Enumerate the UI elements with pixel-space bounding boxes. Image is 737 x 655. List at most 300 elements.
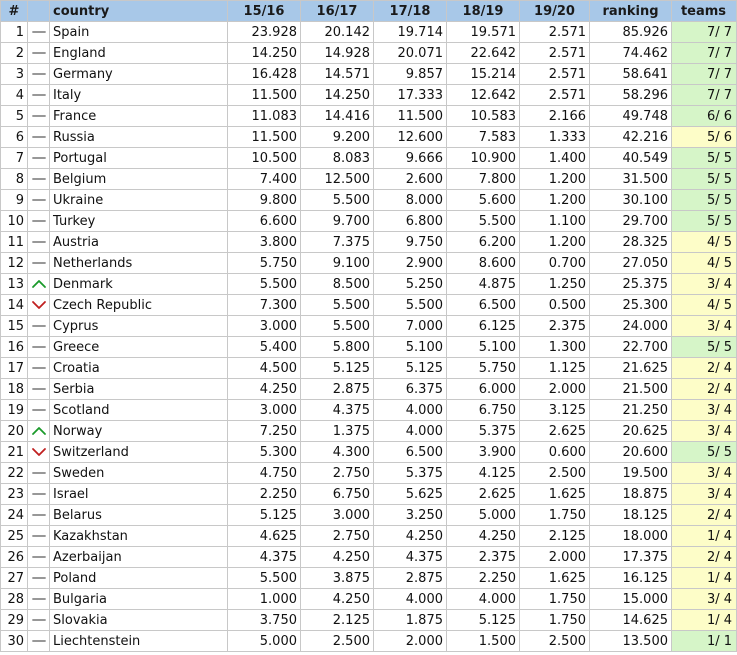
season-17-18-value: 8.000: [374, 190, 447, 211]
season-17-18-value: 19.714: [374, 22, 447, 43]
season-17-18-value: 12.600: [374, 127, 447, 148]
season-15-16-value: 3.000: [228, 316, 301, 337]
teams-value: 5/ 5: [672, 148, 737, 169]
table-row[interactable]: [1, 22, 737, 43]
season-17-18-value: 5.250: [374, 274, 447, 295]
season-18-19-value: 2.375: [447, 547, 520, 568]
season-19-20-value: 0.600: [520, 442, 590, 463]
trend-up-icon: [31, 278, 47, 290]
season-15-16-value: 3.750: [228, 610, 301, 631]
row-rank-number: 22: [1, 463, 28, 484]
season-19-20-value: 1.750: [520, 610, 590, 631]
row-rank-number: 26: [1, 547, 28, 568]
season-17-18-value: 9.750: [374, 232, 447, 253]
season-18-19-value: 10.583: [447, 106, 520, 127]
trend-cell: [28, 547, 50, 568]
country-name[interactable]: Italy: [50, 85, 228, 106]
season-15-16-value: 1.000: [228, 589, 301, 610]
table-row[interactable]: [1, 43, 737, 64]
country-name[interactable]: Norway: [50, 421, 228, 442]
teams-value: 6/ 6: [672, 106, 737, 127]
season-15-16-value: 14.250: [228, 43, 301, 64]
ranking-value: 14.625: [590, 610, 672, 631]
country-name[interactable]: Netherlands: [50, 253, 228, 274]
season-16-17-value: 5.500: [301, 190, 374, 211]
table-row[interactable]: [1, 85, 737, 106]
table-row[interactable]: [1, 232, 737, 253]
season-18-19-value: 5.750: [447, 358, 520, 379]
table-row[interactable]: [1, 568, 737, 589]
season-16-17-value: 2.875: [301, 379, 374, 400]
table-row[interactable]: [1, 526, 737, 547]
trend-same-icon: [31, 47, 47, 59]
table-row[interactable]: [1, 379, 737, 400]
season-18-19-value: 2.625: [447, 484, 520, 505]
country-name[interactable]: Belgium: [50, 169, 228, 190]
season-16-17-value: 9.700: [301, 211, 374, 232]
season-19-20-value: 2.166: [520, 106, 590, 127]
ranking-value: 58.641: [590, 64, 672, 85]
ranking-value: 21.500: [590, 379, 672, 400]
season-19-20-value: 1.625: [520, 568, 590, 589]
teams-value: 3/ 4: [672, 589, 737, 610]
trend-same-icon: [31, 236, 47, 248]
season-17-18-value: 3.250: [374, 505, 447, 526]
season-19-20-value: 0.500: [520, 295, 590, 316]
trend-same-icon: [31, 257, 47, 269]
season-17-18-value: 11.500: [374, 106, 447, 127]
season-19-20-value: 2.125: [520, 526, 590, 547]
row-rank-number: 10: [1, 211, 28, 232]
trend-up-icon: [31, 425, 47, 437]
country-name[interactable]: Scotland: [50, 400, 228, 421]
country-name[interactable]: Israel: [50, 484, 228, 505]
season-15-16-value: 4.250: [228, 379, 301, 400]
header-ranking[interactable]: ranking: [590, 1, 672, 22]
season-15-16-value: 7.300: [228, 295, 301, 316]
season-16-17-value: 14.250: [301, 85, 374, 106]
table-row[interactable]: [1, 274, 737, 295]
teams-value: 1/ 4: [672, 526, 737, 547]
table-row[interactable]: [1, 337, 737, 358]
season-18-19-value: 15.214: [447, 64, 520, 85]
teams-value: 3/ 4: [672, 400, 737, 421]
season-16-17-value: 9.200: [301, 127, 374, 148]
season-15-16-value: 4.625: [228, 526, 301, 547]
season-16-17-value: 2.750: [301, 463, 374, 484]
header-country[interactable]: country: [50, 1, 228, 22]
season-19-20-value: 1.300: [520, 337, 590, 358]
trend-same-icon: [31, 551, 47, 563]
season-17-18-value: 9.666: [374, 148, 447, 169]
season-16-17-value: 5.500: [301, 295, 374, 316]
season-19-20-value: 2.500: [520, 463, 590, 484]
season-18-19-value: 6.000: [447, 379, 520, 400]
season-18-19-value: 6.200: [447, 232, 520, 253]
table-row[interactable]: [1, 148, 737, 169]
season-15-16-value: 9.800: [228, 190, 301, 211]
trend-same-icon: [31, 320, 47, 332]
season-16-17-value: 5.125: [301, 358, 374, 379]
season-16-17-value: 8.500: [301, 274, 374, 295]
trend-cell: [28, 211, 50, 232]
header-season-18-19[interactable]: 18/19: [447, 1, 520, 22]
country-name[interactable]: Belarus: [50, 505, 228, 526]
header-season-19-20[interactable]: 19/20: [520, 1, 590, 22]
trend-cell: [28, 337, 50, 358]
season-15-16-value: 5.400: [228, 337, 301, 358]
table-row[interactable]: [1, 631, 737, 652]
season-17-18-value: 2.600: [374, 169, 447, 190]
trend-cell: [28, 610, 50, 631]
trend-cell: [28, 568, 50, 589]
season-19-20-value: 1.200: [520, 232, 590, 253]
season-18-19-value: 7.583: [447, 127, 520, 148]
trend-cell: [28, 589, 50, 610]
season-18-19-value: 4.000: [447, 589, 520, 610]
table-row[interactable]: [1, 211, 737, 232]
trend-same-icon: [31, 173, 47, 185]
row-rank-number: 29: [1, 610, 28, 631]
trend-cell: [28, 169, 50, 190]
trend-cell: [28, 295, 50, 316]
season-17-18-value: 7.000: [374, 316, 447, 337]
table-row[interactable]: [1, 358, 737, 379]
ranking-value: 21.625: [590, 358, 672, 379]
row-rank-number: 4: [1, 85, 28, 106]
trend-cell: [28, 442, 50, 463]
teams-value: 3/ 4: [672, 484, 737, 505]
season-15-16-value: 3.000: [228, 400, 301, 421]
ranking-value: 18.125: [590, 505, 672, 526]
ranking-value: 28.325: [590, 232, 672, 253]
table-row[interactable]: [1, 64, 737, 85]
header-rank-number[interactable]: #: [1, 1, 28, 22]
season-17-18-value: 6.375: [374, 379, 447, 400]
ranking-value: 24.000: [590, 316, 672, 337]
season-16-17-value: 14.416: [301, 106, 374, 127]
season-17-18-value: 9.857: [374, 64, 447, 85]
season-15-16-value: 6.600: [228, 211, 301, 232]
season-16-17-value: 5.800: [301, 337, 374, 358]
table-row[interactable]: [1, 610, 737, 631]
table-row[interactable]: [1, 421, 737, 442]
teams-value: 2/ 4: [672, 505, 737, 526]
trend-cell: [28, 631, 50, 652]
season-19-20-value: 2.500: [520, 631, 590, 652]
country-name[interactable]: Bulgaria: [50, 589, 228, 610]
season-16-17-value: 6.750: [301, 484, 374, 505]
season-18-19-value: 1.500: [447, 631, 520, 652]
ranking-value: 13.500: [590, 631, 672, 652]
teams-value: 4/ 5: [672, 253, 737, 274]
season-15-16-value: 4.750: [228, 463, 301, 484]
season-16-17-value: 7.375: [301, 232, 374, 253]
season-19-20-value: 3.125: [520, 400, 590, 421]
row-rank-number: 11: [1, 232, 28, 253]
table-header-row: [1, 1, 737, 22]
teams-value: 7/ 7: [672, 22, 737, 43]
season-18-19-value: 5.100: [447, 337, 520, 358]
teams-value: 3/ 4: [672, 316, 737, 337]
table-row[interactable]: [1, 484, 737, 505]
teams-value: 3/ 4: [672, 274, 737, 295]
season-16-17-value: 12.500: [301, 169, 374, 190]
table-row[interactable]: [1, 169, 737, 190]
row-rank-number: 19: [1, 400, 28, 421]
season-17-18-value: 2.000: [374, 631, 447, 652]
season-18-19-value: 12.642: [447, 85, 520, 106]
season-19-20-value: 1.750: [520, 505, 590, 526]
season-18-19-value: 5.600: [447, 190, 520, 211]
ranking-value: 20.625: [590, 421, 672, 442]
trend-same-icon: [31, 404, 47, 416]
table-row[interactable]: [1, 400, 737, 421]
season-19-20-value: 1.625: [520, 484, 590, 505]
trend-cell: [28, 274, 50, 295]
season-19-20-value: 2.625: [520, 421, 590, 442]
country-name[interactable]: Kazakhstan: [50, 526, 228, 547]
season-18-19-value: 5.000: [447, 505, 520, 526]
ranking-value: 20.600: [590, 442, 672, 463]
teams-value: 5/ 5: [672, 211, 737, 232]
season-17-18-value: 4.250: [374, 526, 447, 547]
season-18-19-value: 4.125: [447, 463, 520, 484]
teams-value: 5/ 5: [672, 169, 737, 190]
country-name[interactable]: Sweden: [50, 463, 228, 484]
row-rank-number: 16: [1, 337, 28, 358]
row-rank-number: 27: [1, 568, 28, 589]
country-name[interactable]: Croatia: [50, 358, 228, 379]
country-name[interactable]: Liechtenstein: [50, 631, 228, 652]
trend-cell: [28, 64, 50, 85]
season-18-19-value: 6.125: [447, 316, 520, 337]
trend-same-icon: [31, 509, 47, 521]
season-16-17-value: 2.750: [301, 526, 374, 547]
ranking-value: 18.000: [590, 526, 672, 547]
trend-same-icon: [31, 341, 47, 353]
header-trend: [28, 1, 50, 22]
trend-cell: [28, 505, 50, 526]
ranking-value: 85.926: [590, 22, 672, 43]
ranking-value: 58.296: [590, 85, 672, 106]
teams-value: 1/ 4: [672, 568, 737, 589]
trend-down-icon: [31, 299, 47, 311]
ranking-value: 22.700: [590, 337, 672, 358]
table-row[interactable]: [1, 295, 737, 316]
ranking-value: 49.748: [590, 106, 672, 127]
country-name[interactable]: France: [50, 106, 228, 127]
country-name[interactable]: Portugal: [50, 148, 228, 169]
season-19-20-value: 2.000: [520, 547, 590, 568]
country-name[interactable]: Ukraine: [50, 190, 228, 211]
season-19-20-value: 1.125: [520, 358, 590, 379]
table-row[interactable]: [1, 547, 737, 568]
season-19-20-value: 1.250: [520, 274, 590, 295]
season-19-20-value: 1.333: [520, 127, 590, 148]
table-row[interactable]: [1, 316, 737, 337]
country-name[interactable]: Denmark: [50, 274, 228, 295]
row-rank-number: 8: [1, 169, 28, 190]
country-name[interactable]: Slovakia: [50, 610, 228, 631]
row-rank-number: 15: [1, 316, 28, 337]
trend-down-icon: [31, 446, 47, 458]
trend-cell: [28, 358, 50, 379]
trend-cell: [28, 106, 50, 127]
season-16-17-value: 8.083: [301, 148, 374, 169]
ranking-value: 17.375: [590, 547, 672, 568]
row-rank-number: 1: [1, 22, 28, 43]
season-19-20-value: 0.700: [520, 253, 590, 274]
season-16-17-value: 4.300: [301, 442, 374, 463]
trend-same-icon: [31, 215, 47, 227]
country-name[interactable]: Austria: [50, 232, 228, 253]
country-name[interactable]: England: [50, 43, 228, 64]
season-15-16-value: 16.428: [228, 64, 301, 85]
season-15-16-value: 3.800: [228, 232, 301, 253]
season-17-18-value: 6.500: [374, 442, 447, 463]
teams-value: 3/ 4: [672, 463, 737, 484]
row-rank-number: 21: [1, 442, 28, 463]
teams-value: 4/ 5: [672, 232, 737, 253]
season-19-20-value: 2.375: [520, 316, 590, 337]
trend-cell: [28, 85, 50, 106]
trend-cell: [28, 127, 50, 148]
header-season-17-18[interactable]: 17/18: [374, 1, 447, 22]
season-18-19-value: 3.900: [447, 442, 520, 463]
country-name[interactable]: Azerbaijan: [50, 547, 228, 568]
season-17-18-value: 5.125: [374, 358, 447, 379]
season-18-19-value: 22.642: [447, 43, 520, 64]
trend-same-icon: [31, 593, 47, 605]
row-rank-number: 24: [1, 505, 28, 526]
season-15-16-value: 11.500: [228, 85, 301, 106]
country-name[interactable]: Switzerland: [50, 442, 228, 463]
season-15-16-value: 23.928: [228, 22, 301, 43]
row-rank-number: 2: [1, 43, 28, 64]
season-15-16-value: 11.083: [228, 106, 301, 127]
season-16-17-value: 4.375: [301, 400, 374, 421]
country-name[interactable]: Poland: [50, 568, 228, 589]
season-17-18-value: 5.625: [374, 484, 447, 505]
season-17-18-value: 5.500: [374, 295, 447, 316]
season-15-16-value: 5.300: [228, 442, 301, 463]
ranking-value: 19.500: [590, 463, 672, 484]
trend-same-icon: [31, 110, 47, 122]
trend-same-icon: [31, 194, 47, 206]
season-17-18-value: 2.875: [374, 568, 447, 589]
trend-same-icon: [31, 152, 47, 164]
ranking-value: 74.462: [590, 43, 672, 64]
country-name[interactable]: Czech Republic: [50, 295, 228, 316]
trend-cell: [28, 379, 50, 400]
season-19-20-value: 2.571: [520, 64, 590, 85]
trend-cell: [28, 253, 50, 274]
season-16-17-value: 4.250: [301, 547, 374, 568]
season-16-17-value: 20.142: [301, 22, 374, 43]
season-17-18-value: 5.100: [374, 337, 447, 358]
season-19-20-value: 1.100: [520, 211, 590, 232]
season-18-19-value: 19.571: [447, 22, 520, 43]
ranking-value: 31.500: [590, 169, 672, 190]
row-rank-number: 5: [1, 106, 28, 127]
season-18-19-value: 5.500: [447, 211, 520, 232]
season-16-17-value: 3.875: [301, 568, 374, 589]
trend-same-icon: [31, 26, 47, 38]
trend-same-icon: [31, 383, 47, 395]
trend-same-icon: [31, 572, 47, 584]
season-15-16-value: 5.000: [228, 631, 301, 652]
trend-cell: [28, 526, 50, 547]
trend-cell: [28, 232, 50, 253]
row-rank-number: 7: [1, 148, 28, 169]
trend-same-icon: [31, 635, 47, 647]
row-rank-number: 25: [1, 526, 28, 547]
country-name[interactable]: Greece: [50, 337, 228, 358]
season-19-20-value: 2.571: [520, 22, 590, 43]
row-rank-number: 13: [1, 274, 28, 295]
teams-value: 2/ 4: [672, 547, 737, 568]
table-row[interactable]: [1, 127, 737, 148]
header-season-16-17[interactable]: 16/17: [301, 1, 374, 22]
season-19-20-value: 2.571: [520, 43, 590, 64]
table-row[interactable]: [1, 106, 737, 127]
trend-cell: [28, 22, 50, 43]
trend-cell: [28, 421, 50, 442]
teams-value: 2/ 4: [672, 358, 737, 379]
season-17-18-value: 6.800: [374, 211, 447, 232]
country-name[interactable]: Russia: [50, 127, 228, 148]
ranking-value: 21.250: [590, 400, 672, 421]
country-name[interactable]: Cyprus: [50, 316, 228, 337]
ranking-value: 25.375: [590, 274, 672, 295]
table-row[interactable]: [1, 505, 737, 526]
row-rank-number: 17: [1, 358, 28, 379]
ranking-value: 30.100: [590, 190, 672, 211]
row-rank-number: 9: [1, 190, 28, 211]
season-17-18-value: 17.333: [374, 85, 447, 106]
teams-value: 5/ 5: [672, 190, 737, 211]
country-name[interactable]: Spain: [50, 22, 228, 43]
country-name[interactable]: Germany: [50, 64, 228, 85]
season-15-16-value: 5.500: [228, 274, 301, 295]
season-18-19-value: 6.500: [447, 295, 520, 316]
table-body: [1, 22, 737, 652]
teams-value: 3/ 4: [672, 421, 737, 442]
teams-value: 7/ 7: [672, 85, 737, 106]
season-15-16-value: 10.500: [228, 148, 301, 169]
country-name[interactable]: Turkey: [50, 211, 228, 232]
season-17-18-value: 20.071: [374, 43, 447, 64]
country-name[interactable]: Serbia: [50, 379, 228, 400]
season-19-20-value: 2.000: [520, 379, 590, 400]
table-row[interactable]: [1, 463, 737, 484]
trend-same-icon: [31, 89, 47, 101]
table-row[interactable]: [1, 442, 737, 463]
header-season-15-16[interactable]: 15/16: [228, 1, 301, 22]
season-15-16-value: 4.375: [228, 547, 301, 568]
table-row[interactable]: [1, 589, 737, 610]
season-15-16-value: 2.250: [228, 484, 301, 505]
table-row[interactable]: [1, 253, 737, 274]
ranking-value: 40.549: [590, 148, 672, 169]
row-rank-number: 30: [1, 631, 28, 652]
season-16-17-value: 9.100: [301, 253, 374, 274]
season-19-20-value: 1.200: [520, 169, 590, 190]
table-row[interactable]: [1, 190, 737, 211]
header-teams[interactable]: teams: [672, 1, 737, 22]
season-17-18-value: 2.900: [374, 253, 447, 274]
